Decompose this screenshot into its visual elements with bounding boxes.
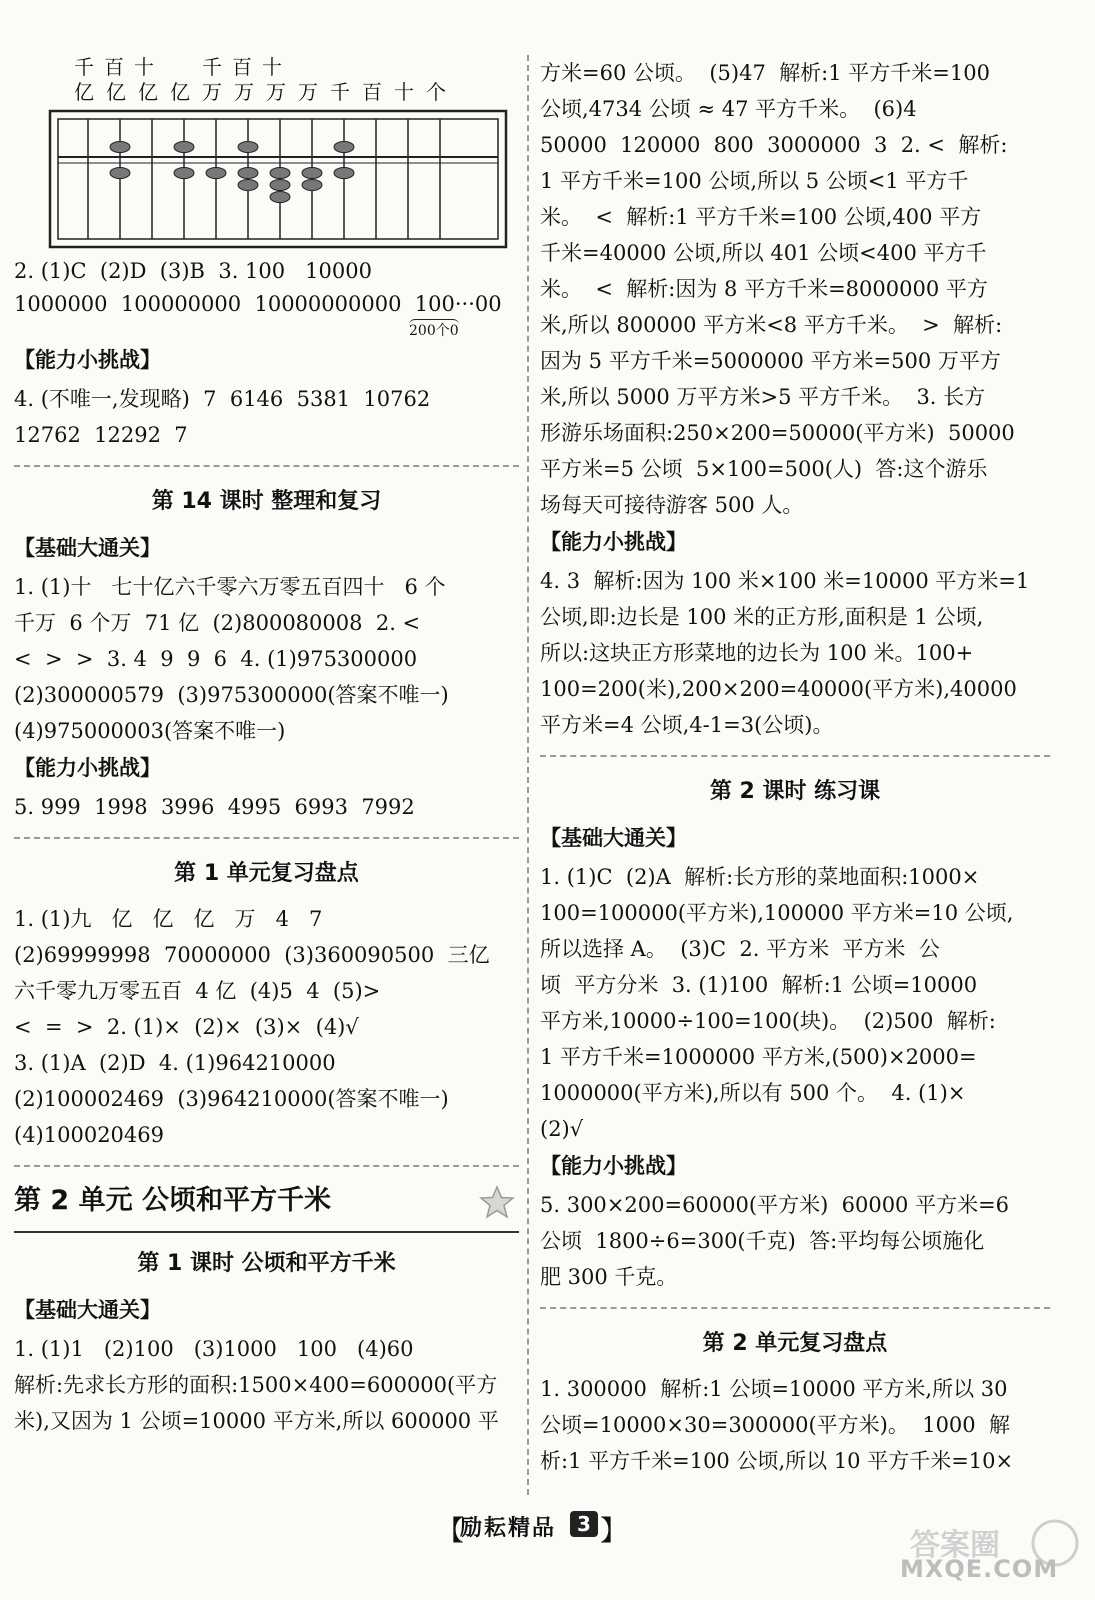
answer-line: < > > 3. 4 9 9 6 4. (1)975300000 bbox=[14, 647, 418, 671]
watermark-text: MXQE.COM bbox=[900, 1555, 1059, 1583]
abacus-top-labels bbox=[14, 55, 519, 80]
abacus-label: 百 bbox=[362, 80, 382, 104]
answer-line: 1. (1)九 亿 亿 亿 万 4 7 bbox=[14, 907, 323, 931]
abacus-bead bbox=[302, 180, 322, 191]
answer-line: 1000000(平方米),所以有 500 个。 4. (1)× bbox=[540, 1081, 966, 1105]
divider bbox=[540, 1307, 1050, 1309]
watermark-logo-text: 答案圈 bbox=[910, 1528, 1000, 1563]
abacus-label: 万 bbox=[298, 80, 318, 104]
abacus-label: 十 bbox=[134, 55, 154, 79]
section-tag: 【能力小挑战】 bbox=[14, 756, 161, 780]
section-tag: 【能力小挑战】 bbox=[540, 1154, 687, 1178]
lesson-title: 第 14 课时 整理和复习 bbox=[151, 489, 382, 514]
bracket-left: 【 bbox=[436, 1514, 465, 1547]
abacus-label: 千 bbox=[74, 55, 94, 79]
abacus-label: 百 bbox=[232, 55, 252, 79]
answer-line: 2. (1)C (2)D (3)B 3. 100 10000 bbox=[14, 259, 372, 283]
section-tag: 【基础大通关】 bbox=[14, 1298, 161, 1322]
right-column bbox=[540, 55, 1050, 1479]
answer-line: 4. 3 解析:因为 100 米×100 米=10000 平方米=1 bbox=[540, 569, 1030, 593]
answer-line: 米。 < 解析:因为 8 平方千米=8000000 平方 bbox=[540, 277, 988, 301]
answer-line: 50000 120000 800 3000000 3 2. < 解析: bbox=[540, 133, 1008, 157]
abacus-bead bbox=[238, 142, 258, 153]
answer-line: 析:1 平方千米=100 公顷,所以 10 平方千米=10× bbox=[540, 1449, 1014, 1473]
abacus-label: 亿 bbox=[138, 80, 158, 104]
answer-line: (4)100020469 bbox=[14, 1123, 164, 1147]
divider bbox=[14, 465, 519, 467]
abacus-bead bbox=[302, 168, 322, 179]
answer-line: 肥 300 千克。 bbox=[540, 1265, 678, 1289]
answer-line: 1. (1)C (2)A 解析:长方形的菜地面积:1000× bbox=[540, 865, 980, 889]
abacus-bead bbox=[270, 192, 290, 203]
abacus-label: 千 bbox=[202, 55, 222, 79]
brace-note bbox=[14, 319, 519, 341]
answer-line: 5. 999 1998 3996 4995 6993 7992 bbox=[14, 795, 415, 819]
column-separator bbox=[527, 55, 529, 1495]
answer-line: < = > 2. (1)× (2)× (3)× (4)√ bbox=[14, 1015, 359, 1039]
abacus-beads bbox=[110, 142, 354, 203]
abacus-diagram bbox=[48, 109, 508, 249]
page-number: 3 bbox=[570, 1511, 598, 1537]
answer-line: 公顷=10000×30=300000(平方米)。 1000 解 bbox=[540, 1413, 1011, 1437]
answer-line: 100=200(米),200×200=40000(平方米),40000 bbox=[540, 677, 1017, 701]
answer-line: 所以选择 A。 (3)C 2. 平方米 平方米 公 bbox=[540, 937, 940, 961]
answer-line: (2)100002469 (3)964210000(答案不唯一) bbox=[14, 1087, 449, 1111]
abacus-bead bbox=[334, 142, 354, 153]
star-icon bbox=[479, 1185, 515, 1219]
abacus-label: 千 bbox=[330, 80, 350, 104]
section-tag: 【能力小挑战】 bbox=[14, 348, 161, 372]
abacus-label: 亿 bbox=[106, 80, 126, 104]
abacus-bead bbox=[270, 180, 290, 191]
answer-line: (2)69999998 70000000 (3)360090500 三亿 bbox=[14, 943, 490, 967]
review-title: 第 1 单元复习盘点 bbox=[174, 861, 359, 886]
answer-line: 所以:这块正方形菜地的边长为 100 米。100+ bbox=[540, 641, 974, 665]
answer-line: 3. (1)A (2)D 4. (1)964210000 bbox=[14, 1051, 336, 1075]
left-column bbox=[14, 55, 519, 1439]
answer-line: 六千零九万零五百 4 亿 (4)5 4 (5)> bbox=[14, 979, 381, 1003]
footer-brand: 励耘精品 bbox=[460, 1516, 557, 1541]
lesson-title: 第 1 课时 公顷和平方千米 bbox=[137, 1251, 396, 1276]
answer-line: 形游乐场面积:250×200=50000(平方米) 50000 bbox=[540, 421, 1015, 445]
answer-line: 千米=40000 公顷,所以 401 公顷<400 平方千 bbox=[540, 241, 987, 265]
answer-line: 米,所以 800000 平方米<8 平方千米。 > 解析: bbox=[540, 313, 1003, 337]
divider bbox=[14, 837, 519, 839]
abacus-bead bbox=[334, 168, 354, 179]
answer-line: (2)√ bbox=[540, 1117, 584, 1141]
answer-line: 场每天可接待游客 500 人。 bbox=[540, 493, 804, 517]
abacus-bead bbox=[174, 142, 194, 153]
answer-line: 解析:先求长方形的面积:1500×400=600000(平方 bbox=[14, 1373, 498, 1397]
zeros-note: 200个0 bbox=[409, 319, 459, 340]
page-footer bbox=[430, 1505, 650, 1545]
answer-line: 1. (1)1 (2)100 (3)1000 100 (4)60 bbox=[14, 1337, 414, 1361]
answer-line: 方米=60 公顷。 (5)47 解析:1 平方千米=100 bbox=[540, 61, 990, 85]
answer-line: 12762 12292 7 bbox=[14, 423, 188, 447]
answer-line: 平方米,10000÷100=100(块)。 (2)500 解析: bbox=[540, 1009, 996, 1033]
abacus-frame bbox=[50, 111, 506, 247]
answer-line: 千万 6 个万 71 亿 (2)800080008 2. < bbox=[14, 611, 421, 635]
abacus-bead bbox=[110, 168, 130, 179]
abacus-label: 万 bbox=[202, 80, 222, 104]
abacus-bead bbox=[174, 168, 194, 179]
answer-line: 1. (1)十 七十亿六千零六万零五百四十 6 个 bbox=[14, 575, 446, 599]
answer-line: 1 平方千米=100 公顷,所以 5 公顷<1 平方千 bbox=[540, 169, 969, 193]
section-tag: 【基础大通关】 bbox=[14, 536, 161, 560]
answer-line: 公顷,4734 公顷 ≈ 47 平方千米。 (6)4 bbox=[540, 97, 917, 121]
answer-line: (2)300000579 (3)975300000(答案不唯一) bbox=[14, 683, 449, 707]
answer-line: 1 平方千米=1000000 平方米,(500)×2000= bbox=[540, 1045, 977, 1069]
abacus-label: 亿 bbox=[170, 80, 190, 104]
answer-line: 因为 5 平方千米=5000000 平方米=500 万平方 bbox=[540, 349, 1001, 373]
bracket-right: 】 bbox=[600, 1514, 629, 1547]
abacus-label: 十 bbox=[394, 80, 414, 104]
section-tag: 【能力小挑战】 bbox=[540, 530, 687, 554]
lesson-title: 第 2 课时 练习课 bbox=[709, 779, 881, 804]
answer-line: 4. (不唯一,发现略) 7 6146 5381 10762 bbox=[14, 387, 431, 411]
answer-line: 公顷 1800÷6=300(千克) 答:平均每公顷施化 bbox=[540, 1229, 985, 1253]
answer-line: 1000000 100000000 10000000000 100···00 bbox=[14, 292, 502, 316]
abacus-label: 亿 bbox=[74, 80, 94, 104]
abacus-rods bbox=[88, 119, 440, 239]
abacus-bead bbox=[238, 168, 258, 179]
divider bbox=[540, 755, 1050, 757]
abacus-bottom-labels bbox=[14, 80, 519, 105]
answer-line: 米。 < 解析:1 平方千米=100 公顷,400 平方 bbox=[540, 205, 982, 229]
answer-line: 100=100000(平方米),100000 平方米=10 公顷, bbox=[540, 901, 1014, 925]
answer-line: 平方米=5 公顷 5×100=500(人) 答:这个游乐 bbox=[540, 457, 988, 481]
answer-line: 5. 300×200=60000(平方米) 60000 平方米=6 bbox=[540, 1193, 1010, 1217]
abacus-bead bbox=[110, 142, 130, 153]
abacus-label: 万 bbox=[266, 80, 286, 104]
divider bbox=[14, 1165, 519, 1167]
answer-line: (4)975000003(答案不唯一) bbox=[14, 719, 286, 743]
unit-title bbox=[14, 1177, 519, 1233]
abacus-label: 百 bbox=[104, 55, 124, 79]
abacus-bead bbox=[270, 168, 290, 179]
abacus-label: 十 bbox=[262, 55, 282, 79]
unit-title-text: 第 2 单元 公顷和平方千米 bbox=[14, 1185, 331, 1216]
abacus-inner-frame bbox=[58, 119, 498, 239]
section-tag: 【基础大通关】 bbox=[540, 826, 687, 850]
answer-line: 平方米=4 公顷,4-1=3(公顷)。 bbox=[540, 713, 834, 737]
answer-line: 米),又因为 1 公顷=10000 平方米,所以 600000 平 bbox=[14, 1409, 499, 1433]
review-title: 第 2 单元复习盘点 bbox=[702, 1331, 888, 1356]
abacus-bead bbox=[206, 168, 226, 179]
answer-line: 米,所以 5000 万平方米>5 平方千米。 3. 长方 bbox=[540, 385, 986, 409]
answer-line: 公顷,即:边长是 100 米的正方形,面积是 1 公顷, bbox=[540, 605, 984, 629]
answer-line: 1. 300000 解析:1 公顷=10000 平方米,所以 30 bbox=[540, 1377, 1008, 1401]
abacus-bead bbox=[238, 180, 258, 191]
answer-line: 顷 平方分米 3. (1)100 解析:1 公顷=10000 bbox=[540, 973, 978, 997]
abacus-label: 万 bbox=[234, 80, 254, 104]
abacus-label: 个 bbox=[426, 80, 446, 104]
